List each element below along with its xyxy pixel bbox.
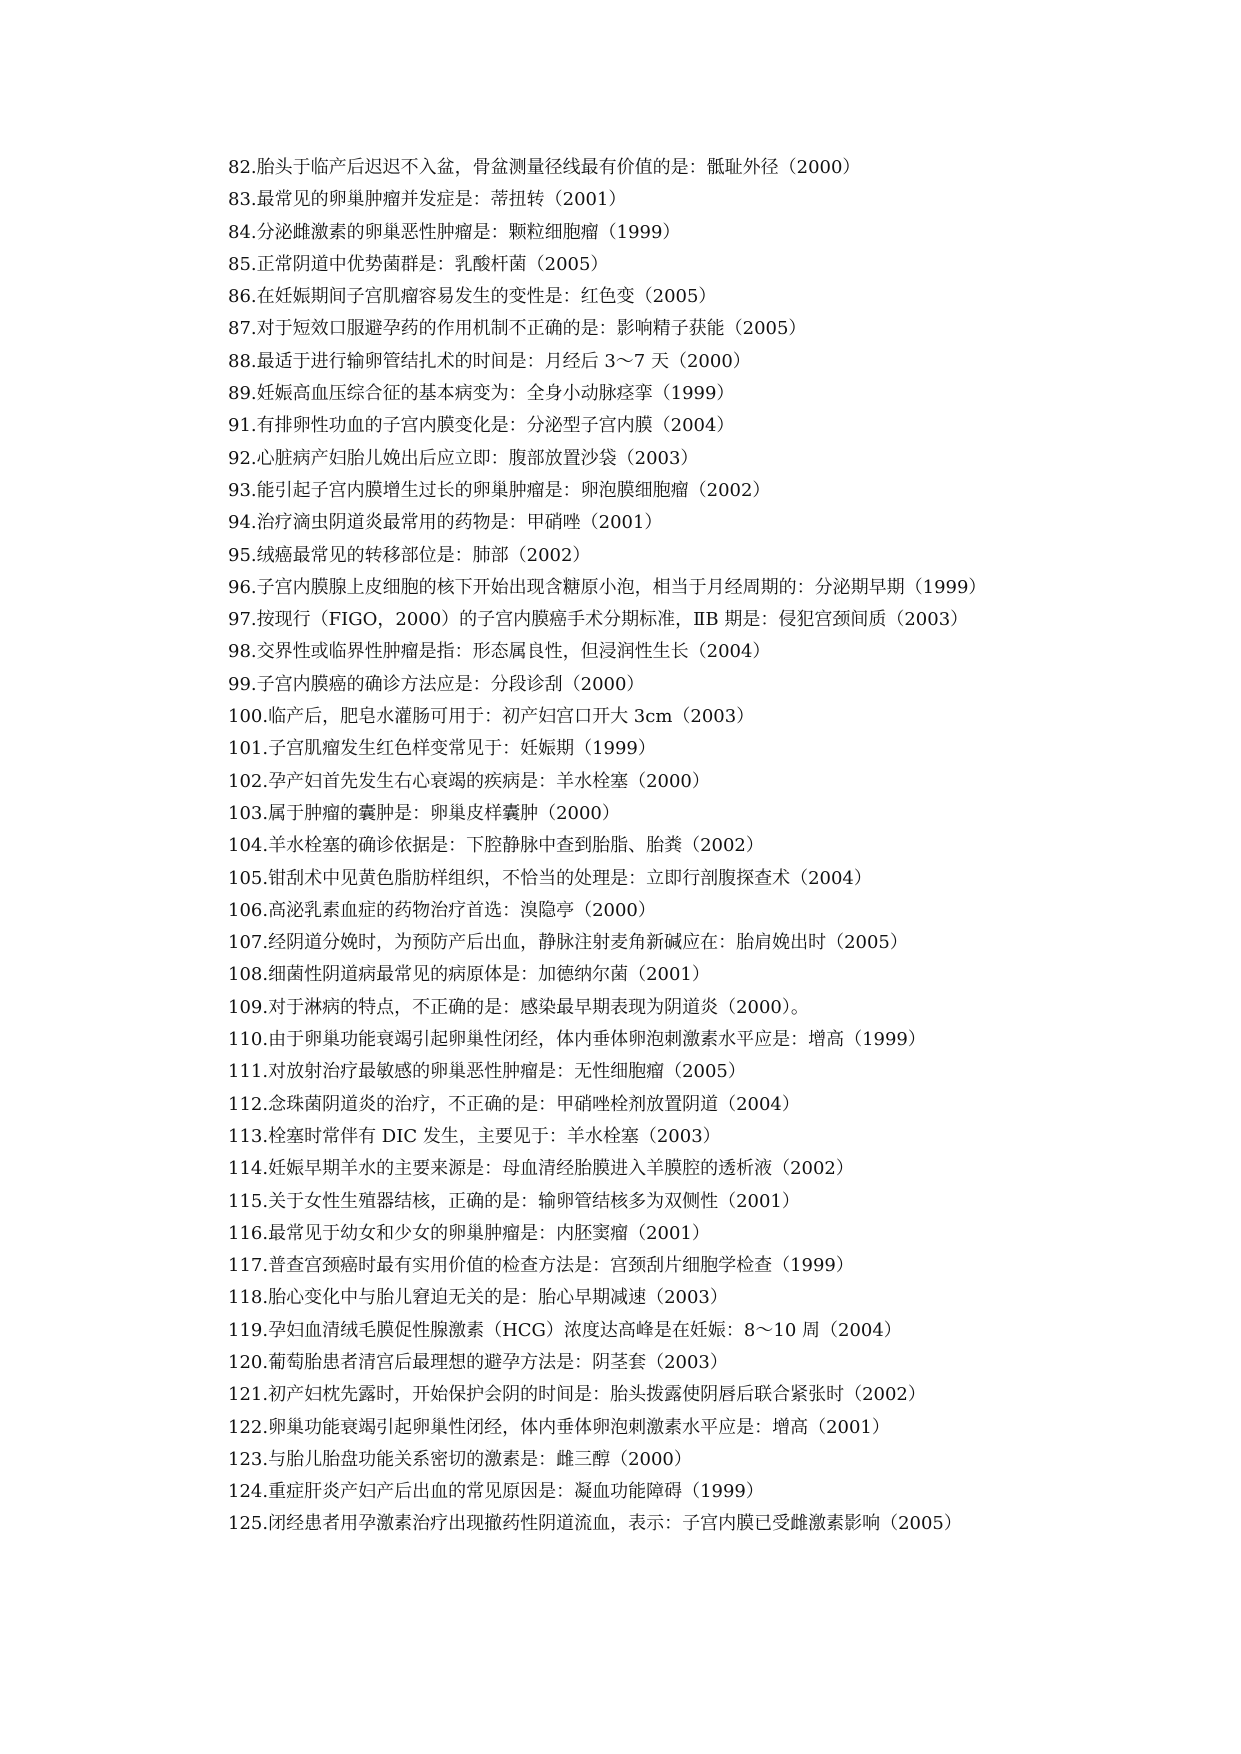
list-item: 89.妊娠高血压综合征的基本病变为：全身小动脉痉挛（1999） (228, 383, 735, 405)
list-item: 103.属于肿瘤的囊肿是：卵巢皮样囊肿（2000） (228, 802, 620, 824)
list-item: 115.关于女性生殖器结核，正确的是：输卵管结核多为双侧性（2001） (228, 1190, 800, 1212)
list-item: 116.最常见于幼女和少女的卵巢肿瘤是：内胚窦瘤（2001） (228, 1222, 710, 1244)
list-item: 85.正常阴道中优势菌群是：乳酸杆菌（2005） (228, 253, 609, 275)
list-item: 94.治疗滴虫阴道炎最常用的药物是：甲硝唑（2001） (228, 512, 663, 534)
list-item: 84.分泌雌激素的卵巢恶性肿瘤是：颗粒细胞瘤（1999） (228, 221, 681, 243)
list-item: 96.子宫内膜腺上皮细胞的核下开始出现含糖原小泡，相当于月经周期的：分泌期早期（1999） (228, 576, 987, 598)
list-item: 105.钳刮术中见黄色脂肪样组织，不恰当的处理是：立即行剖腹探查术（2004） (228, 867, 872, 889)
list-item: 118.胎心变化中与胎儿窘迫无关的是：胎心早期减速（2003） (228, 1287, 728, 1309)
list-item: 93.能引起子宫内膜增生过长的卵巢肿瘤是：卵泡膜细胞瘤（2002） (228, 479, 771, 501)
list-item: 86.在妊娠期间子宫肌瘤容易发生的变性是：红色变（2005） (228, 286, 717, 308)
list-item: 124.重症肝炎产妇产后出血的常见原因是：凝血功能障碍（1999） (228, 1481, 764, 1503)
list-item: 109.对于淋病的特点，不正确的是：感染最早期表现为阴道炎（2000）。 (228, 996, 809, 1018)
list-item: 102.孕产妇首先发生右心衰竭的疾病是：羊水栓塞（2000） (228, 770, 710, 792)
list-item: 88.最适于进行输卵管结扎术的时间是：月经后 3～7 天（2000） (228, 350, 751, 372)
list-item: 92.心脏病产妇胎儿娩出后应立即：腹部放置沙袋（2003） (228, 447, 699, 469)
list-item: 122.卵巢功能衰竭引起卵巢性闭经，体内垂体卵泡刺激素水平应是：增高（2001） (228, 1416, 890, 1438)
list-item: 113.栓塞时常伴有 DIC 发生，主要见于：羊水栓塞（2003） (228, 1125, 721, 1147)
list-item: 125.闭经患者用孕激素治疗出现撤药性阴道流血，表示：子宫内膜已受雌激素影响（2005） (228, 1513, 962, 1535)
list-item: 82.胎头于临产后迟迟不入盆，骨盆测量径线最有价值的是：骶耻外径（2000） (228, 157, 861, 178)
question-list (190, 152, 1070, 1541)
list-item: 100.临产后，肥皂水灌肠可用于：初产妇宫口开大 3cm（2003） (228, 706, 755, 728)
list-item: 123.与胎儿胎盘功能关系密切的激素是：雌三醇（2000） (228, 1448, 692, 1470)
list-item: 110.由于卵巢功能衰竭引起卵巢性闭经，体内垂体卵泡刺激素水平应是：增高（1999） (228, 1029, 926, 1051)
list-item: 87.对于短效口服避孕药的作用机制不正确的是：影响精子获能（2005） (228, 318, 807, 340)
list-item: 106.高泌乳素血症的药物治疗首选：溴隐亭（2000） (228, 899, 656, 921)
list-item: 117.普查宫颈癌时最有实用价值的检查方法是：宫颈刮片细胞学检查（1999） (228, 1255, 854, 1277)
list-item: 97.按现行（FIGO，2000）的子宫内膜癌手术分期标准，ⅡB 期是：侵犯宫颈间质（2003） (228, 609, 969, 631)
list-item: 95.绒癌最常见的转移部位是：肺部（2002） (228, 544, 591, 566)
list-item: 83.最常见的卵巢肿瘤并发症是：蒂扭转（2001） (228, 189, 627, 211)
list-item: 101.子宫肌瘤发生红色样变常见于：妊娠期（1999） (228, 738, 656, 760)
list-item: 112.念珠菌阴道炎的治疗，不正确的是：甲硝唑栓剂放置阴道（2004） (228, 1093, 800, 1115)
list-item: 121.初产妇枕先露时，开始保护会阴的时间是：胎头拨露使阴唇后联合紧张时（2002） (228, 1384, 926, 1406)
list-item: 119.孕妇血清绒毛膜促性腺激素（HCG）浓度达高峰是在妊娠：8～10 周（2004） (228, 1319, 902, 1341)
list-item: 104.羊水栓塞的确诊依据是：下腔静脉中查到胎脂、胎粪（2002） (228, 835, 764, 857)
list-item: 107.经阴道分娩时，为预防产后出血，静脉注射麦角新碱应在：胎肩娩出时（2005） (228, 932, 908, 954)
list-item: 108.细菌性阴道病最常见的病原体是：加德纳尔菌（2001） (228, 964, 710, 986)
list-item: 99.子宫内膜癌的确诊方法应是：分段诊刮（2000） (228, 673, 645, 695)
list-item: 91.有排卵性功血的子宫内膜变化是：分泌型子宫内膜（2004） (228, 415, 735, 437)
list-item: 98.交界性或临界性肿瘤是指：形态属良性，但浸润性生长（2004） (228, 641, 771, 663)
list-item: 114.妊娠早期羊水的主要来源是：母血清经胎膜进入羊膜腔的透析液（2002） (228, 1158, 854, 1180)
list-item: 120.葡萄胎患者清宫后最理想的避孕方法是：阴茎套（2003） (228, 1351, 728, 1373)
list-item: 111.对放射治疗最敏感的卵巢恶性肿瘤是：无性细胞瘤（2005） (228, 1061, 746, 1083)
